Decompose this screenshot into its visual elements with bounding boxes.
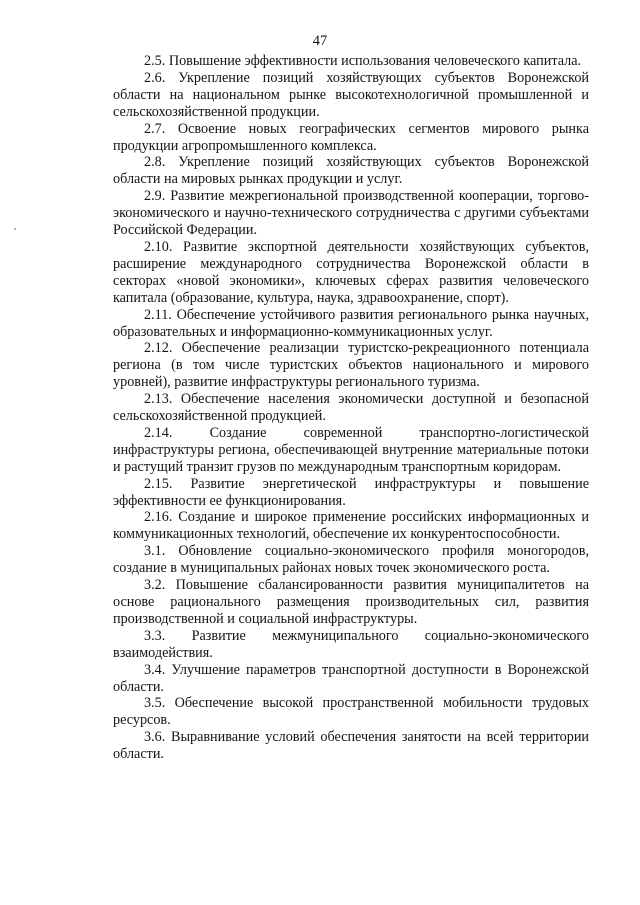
paragraph-3-3: 3.3. Развитие межмуниципального социально-экономического взаимодействия. xyxy=(113,627,589,661)
paragraph-3-1: 3.1. Обновление социально-экономического профиля моногородов, создание в муниципальных районах новых точек экономического роста. xyxy=(113,543,589,577)
paragraph-3-4: 3.4. Улучшение параметров транспортной доступности в Воронежской области. xyxy=(113,661,589,695)
scan-artifact-dot xyxy=(14,228,16,230)
paragraph-3-2: 3.2. Повышение сбалансированности развития муниципалитетов на основе рационального размещения производительных сил, развития производственной и социальной инфраструктуры. xyxy=(113,577,589,627)
paragraph-2-5: 2.5. Повышение эффективности использования человеческого капитала. xyxy=(144,53,582,69)
paragraph-2-8: 2.8. Укрепление позиций хозяйствующих субъектов Воронежской области на мировых рынках продукции и услуг. xyxy=(113,154,589,188)
paragraph-2-7: 2.7. Освоение новых географических сегментов мирового рынка продукции агропромышленного комплекса. xyxy=(113,120,589,154)
paragraph-2-15: 2.15. Развитие энергетической инфраструктуры и повышение эффективности ее функционирования. xyxy=(113,475,589,509)
paragraph-2-11: 2.11. Обеспечение устойчивого развития регионального рынка научных, образовательных и информационно-коммуникационных услуг. xyxy=(113,306,589,340)
paragraph-2-13: 2.13. Обеспечение населения экономически доступной и безопасной сельскохозяйственной продукцией. xyxy=(113,391,589,425)
page-number: 47 xyxy=(312,33,328,49)
paragraph-2-14: 2.14. Создание современной транспортно-логистической инфраструктуры региона, обеспечивающей внутренние материальные потоки и растущий транзит грузов по международным транспортным коридорам. xyxy=(113,424,589,475)
paragraph-2-6: 2.6. Укрепление позиций хозяйствующих субъектов Воронежской области на национальном рынке высокотехнологичной промышленной и сельскохозяйственной продукции. xyxy=(113,69,589,120)
paragraph-3-6: 3.6. Выравнивание условий обеспечения занятости на всей территории области. xyxy=(113,729,589,763)
paragraph-2-12: 2.12. Обеспечение реализации туристско-рекреационного потенциала региона (в том числе туристских объектов национального и мирового уровней), развитие инфраструктуры регионального туризма. xyxy=(113,340,589,391)
paragraph-2-9: 2.9. Развитие межрегиональной производственной кооперации, торгово-экономического и научно-технического сотрудничества с другими субъектами Российской Федерации. xyxy=(113,188,589,239)
paragraph-3-5: 3.5. Обеспечение высокой пространственной мобильности трудовых ресурсов. xyxy=(113,695,589,729)
paragraph-2-10: 2.10. Развитие экспортной деятельности хозяйствующих субъектов, расширение международного сотрудничества Воронежской области в секторах «новой экономики», ключевых сферах развития человеческого капитала (образование, культура, наука, здравоохранение, спорт). xyxy=(113,238,589,306)
paragraph-2-16: 2.16. Создание и широкое применение российских информационных и коммуникационных технологий, обеспечение их конкурентоспособности. xyxy=(113,509,589,543)
document-body xyxy=(113,53,589,763)
